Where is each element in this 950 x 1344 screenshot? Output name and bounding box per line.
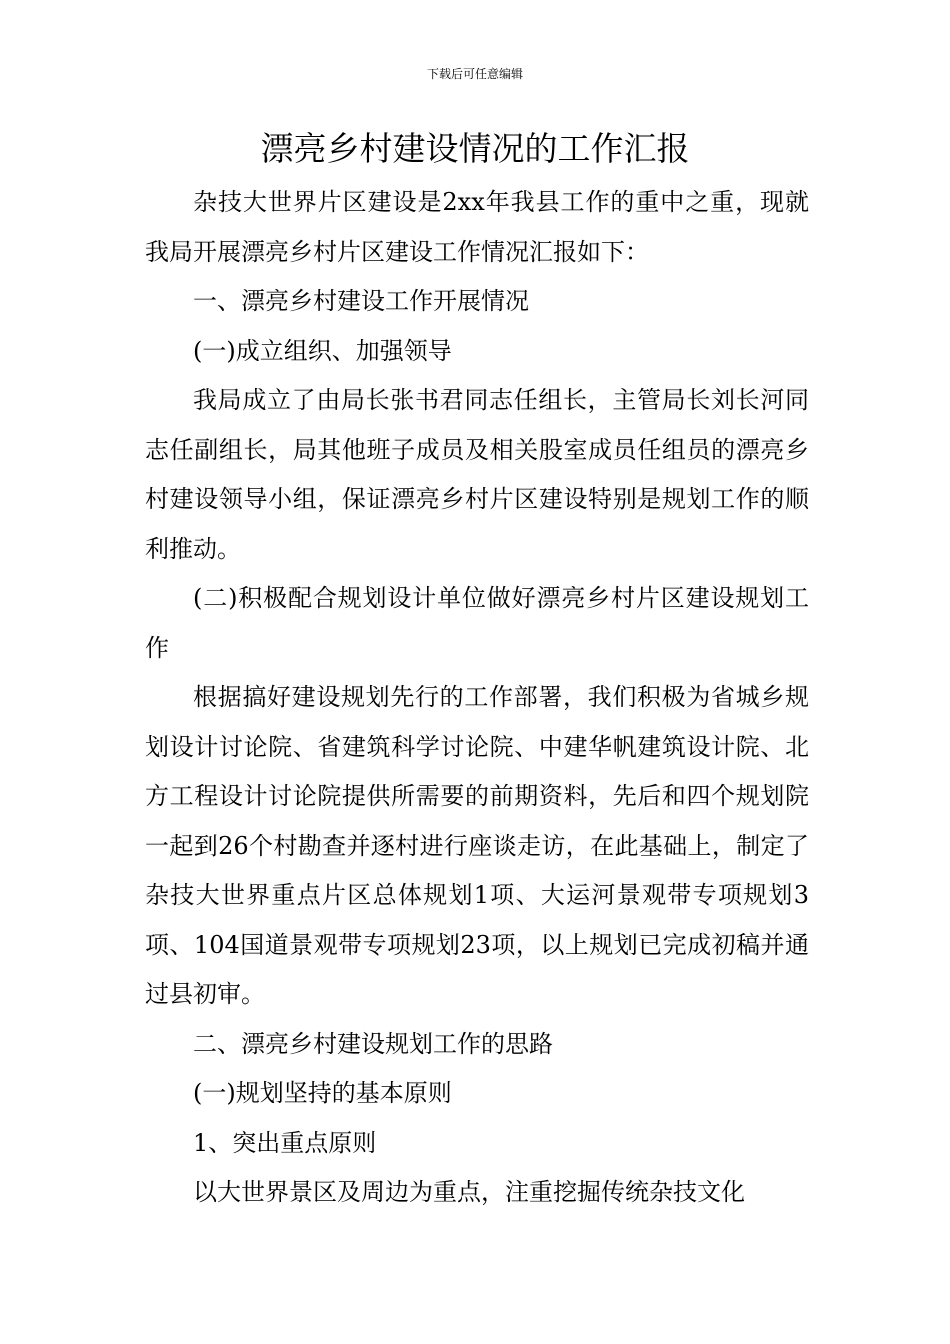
paragraph-planning-work: 根据搞好建设规划先行的工作部署，我们积极为省城乡规划设计讨论院、省建筑科学讨论院、中建华帆建筑设计院、北方工程设计讨论院提供所需要的前期资料，先后和四个规划院一起到26个村勘查并逐村进行座谈走访，在此基础上，制定了杂技大世界重点片区总体规划1项、大运河景观带专项规划3项、104国道景观带专项规划23项，以上规划已完成初稿并通过县初审。 [145, 683, 809, 1008]
document-body [145, 178, 809, 1218]
section-heading-1: 一、漂亮乡村建设工作开展情况 [193, 287, 529, 315]
paragraph-organization: 我局成立了由局长张书君同志任组长，主管局长刘长河同志任副组长，局其他班子成员及相关股室成员任组员的漂亮乡村建设领导小组，保证漂亮乡村片区建设特别是规划工作的顺利推动。 [145, 386, 809, 563]
section-heading-2: 二、漂亮乡村建设规划工作的思路 [193, 1029, 553, 1058]
paragraph-intro: 杂技大世界片区建设是2xx年我县工作的重中之重，现就我局开展漂亮乡村片区建设工作情况汇报如下： [145, 188, 809, 266]
paragraph-key-principle: 以大世界景区及周边为重点，注重挖掘传统杂技文化 [193, 1178, 745, 1206]
document-title: 漂亮乡村建设情况的工作汇报 [260, 129, 690, 168]
header-note: 下载后可任意编辑 [426, 67, 523, 81]
item-heading-1: 1、突出重点原则 [193, 1128, 377, 1157]
subsection-heading-2-1: (一)规划坚持的基本原则 [193, 1079, 452, 1107]
subsection-heading-1-1: (一)成立组织、加强领导 [193, 336, 452, 365]
subsection-heading-1-2: (二)积极配合规划设计单位做好漂亮乡村片区建设规划工作 [145, 584, 809, 662]
